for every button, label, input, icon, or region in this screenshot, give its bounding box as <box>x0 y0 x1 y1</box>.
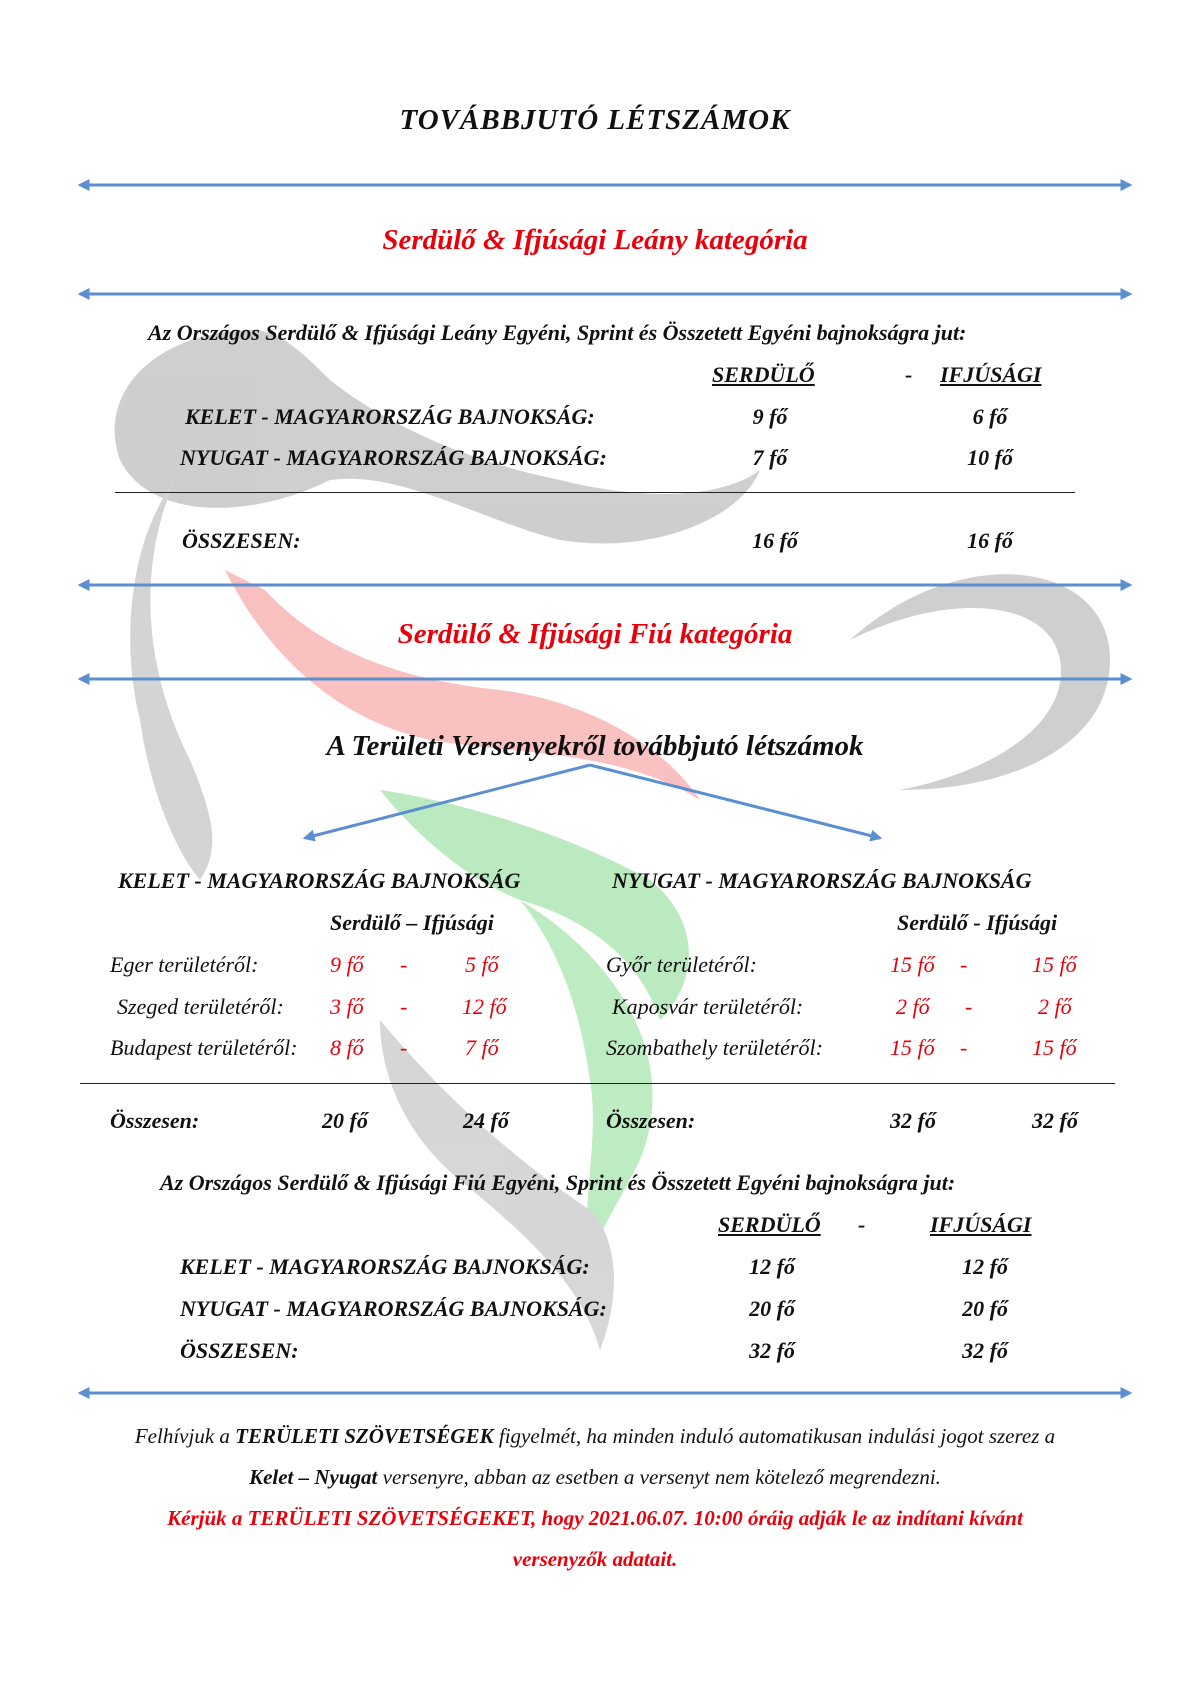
east-row-szeged-serdulo: 3 fő <box>330 994 364 1019</box>
notice-line-2 <box>0 1465 1190 1490</box>
west-row-gyor-label: Győr területéről: <box>606 952 757 977</box>
boys-regional-total-rule <box>80 1083 1115 1084</box>
west-total-serdulo: 32 fő <box>890 1108 936 1133</box>
east-cols: Serdülő – Ifjúsági <box>330 910 494 935</box>
east-total-label: Összesen: <box>110 1108 200 1133</box>
east-row-eger-dash: - <box>400 952 408 977</box>
east-total-ifjusagi: 24 fő <box>463 1108 509 1133</box>
girls-col-serdulo: SERDÜLŐ <box>712 362 815 387</box>
boys-col-serdulo: SERDÜLŐ <box>718 1212 821 1237</box>
branch-arrow-right <box>590 765 880 838</box>
notice-line-1 <box>0 1424 1190 1449</box>
boys-total-ifjusagi: 32 fő <box>962 1338 1008 1363</box>
boys-row-east-ifjusagi: 12 fő <box>962 1254 1008 1279</box>
boys-total-serdulo: 32 fő <box>749 1338 795 1363</box>
east-row-szeged-dash: - <box>400 994 408 1019</box>
girls-row-west-serdulo: 7 fő <box>752 445 788 470</box>
boys-col-ifjusagi: IFJÚSÁGI <box>930 1212 1032 1237</box>
girls-row-east-serdulo: 9 fő <box>752 404 788 429</box>
girls-total-serdulo: 16 fő <box>752 528 798 553</box>
girls-total-label: ÖSSZESEN: <box>182 528 301 553</box>
east-row-szeged-label: Szeged területéről: <box>117 994 284 1019</box>
girls-col-ifjusagi: IFJÚSÁGI <box>940 362 1042 387</box>
west-row-szombathely-serdulo: 15 fő <box>890 1035 935 1060</box>
boys-heading: Serdülő & Ifjúsági Fiú kategória <box>397 618 793 650</box>
west-row-gyor-dash: - <box>960 952 968 977</box>
east-total-serdulo: 20 fő <box>322 1108 368 1133</box>
west-row-szombathely-ifjusagi: 15 fő <box>1032 1035 1077 1060</box>
east-row-budapest-dash: - <box>400 1035 408 1060</box>
east-row-eger-ifjusagi: 5 fő <box>465 952 499 977</box>
boys-row-east-label: KELET - MAGYARORSZÁG BAJNOKSÁG: <box>180 1254 590 1279</box>
page-title: TOVÁBBJUTÓ LÉTSZÁMOK <box>399 104 791 136</box>
boys-subheading: A Területi Versenyekről továbbjutó létszámok <box>326 730 864 762</box>
girls-total-rule <box>115 492 1075 493</box>
boys-intro: Az Országos Serdülő & Ifjúsági Fiú Egyéni, Sprint és Összetett Egyéni bajnokságra jut: <box>160 1170 956 1195</box>
boys-row-west-ifjusagi: 20 fő <box>962 1296 1008 1321</box>
west-row-szombathely-dash: - <box>960 1035 968 1060</box>
boys-row-west-label: NYUGAT - MAGYARORSZÁG BAJNOKSÁG: <box>180 1296 607 1321</box>
west-row-kaposvar-ifjusagi: 2 fő <box>1038 994 1072 1019</box>
branch-arrow-left <box>305 765 590 838</box>
boys-col-dash: - <box>858 1212 866 1237</box>
notice-line-4: versenyzők adatait. <box>512 1547 678 1571</box>
west-total-ifjusagi: 32 fő <box>1032 1108 1078 1133</box>
west-row-kaposvar-label: Kaposvár területéről: <box>612 994 804 1019</box>
boys-row-west-serdulo: 20 fő <box>749 1296 795 1321</box>
west-cols: Serdülő - Ifjúsági <box>897 910 1058 935</box>
girls-row-west-label: NYUGAT - MAGYARORSZÁG BAJNOKSÁG: <box>180 445 607 470</box>
west-row-gyor-serdulo: 15 fő <box>890 952 935 977</box>
girls-col-dash: - <box>905 362 913 387</box>
girls-heading: Serdülő & Ifjúsági Leány kategória <box>382 224 808 256</box>
east-row-budapest-ifjusagi: 7 fő <box>465 1035 499 1060</box>
west-title: NYUGAT - MAGYARORSZÁG BAJNOKSÁG <box>612 868 1032 893</box>
east-row-szeged-ifjusagi: 12 fő <box>462 994 507 1019</box>
west-row-kaposvar-serdulo: 2 fő <box>896 994 930 1019</box>
girls-total-ifjusagi: 16 fő <box>967 528 1013 553</box>
east-row-budapest-serdulo: 8 fő <box>330 1035 364 1060</box>
boys-total-label: ÖSSZESEN: <box>180 1338 299 1363</box>
notice-line-2a: Kelet – Nyugat <box>249 1465 378 1489</box>
girls-intro: Az Országos Serdülő & Ifjúsági Leány Egyéni, Sprint és Összetett Egyéni bajnokságra jut: <box>148 320 967 345</box>
girls-row-east-ifjusagi: 6 fő <box>972 404 1008 429</box>
east-row-budapest-label: Budapest területéről: <box>110 1035 298 1060</box>
notice-line-2b: versenyre, abban az esetben a versenyt nem kötelező megrendezni. <box>377 1465 941 1489</box>
girls-row-east-label: KELET - MAGYARORSZÁG BAJNOKSÁG: <box>185 404 595 429</box>
girls-row-west-ifjusagi: 10 fő <box>967 445 1013 470</box>
east-title: KELET - MAGYARORSZÁG BAJNOKSÁG <box>118 868 521 893</box>
west-row-kaposvar-dash: - <box>965 994 973 1019</box>
notice-line-1c: figyelmét, ha minden induló automatikusan indulási jogot szerez a <box>493 1424 1056 1448</box>
notice-line-3: Kérjük a TERÜLETI SZÖVETSÉGEKET, hogy 2021.06.07. 10:00 óráig adják le az indítani kívánt <box>167 1506 1023 1530</box>
boys-row-east-serdulo: 12 fő <box>749 1254 795 1279</box>
east-row-eger-serdulo: 9 fő <box>330 952 364 977</box>
east-row-eger-label: Eger területéről: <box>110 952 259 977</box>
notice-line-1a: Felhívjuk a <box>134 1424 236 1448</box>
west-row-gyor-ifjusagi: 15 fő <box>1032 952 1077 977</box>
west-total-label: Összesen: <box>606 1108 696 1133</box>
notice-line-1b: TERÜLETI SZÖVETSÉGEK <box>235 1424 494 1448</box>
west-row-szombathely-label: Szombathely területéről: <box>606 1035 823 1060</box>
